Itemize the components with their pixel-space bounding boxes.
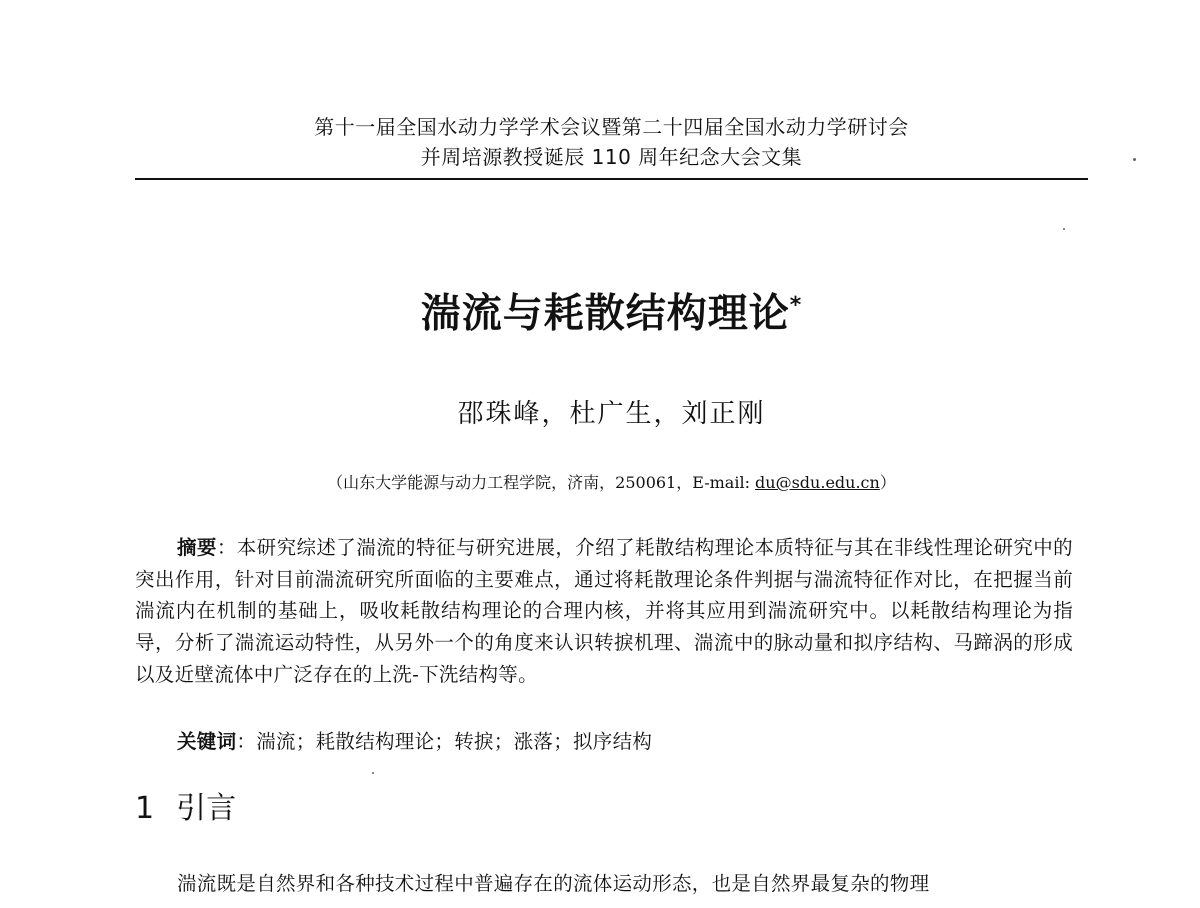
affiliation bbox=[135, 470, 1088, 496]
keywords-label: 关键词 bbox=[177, 730, 237, 753]
proceedings-header bbox=[135, 112, 1088, 172]
scan-speck bbox=[372, 772, 374, 774]
author-list: 邵珠峰，杜广生，刘正刚 bbox=[457, 399, 766, 429]
scan-speck bbox=[1133, 158, 1136, 161]
abstract-text: ：本研究综述了湍流的特征与研究进展，介绍了耗散结构理论本质特征与其在非线性理论研究中的突出作用，针对目前湍流研究所面临的主要难点，通过将耗散理论条件判据与湍流特征作对比，在把握当前湍流内在机制的基础上，吸收耗散结构理论的合理内核，并将其应用到湍流研究中。以耗散结构理论为指导，分析了湍流运动特性，从另外一个的角度来认识转捩机理、湍流中的脉动量和拟序结构、马蹄涡的形成以及近壁流体中广泛存在的上洗-下洗结构等。 bbox=[135, 536, 1073, 686]
proceedings-header-line-1: 第十一届全国水动力学学术会议暨第二十四届全国水动力学研讨会 bbox=[314, 115, 909, 139]
paper-title-text: 湍流与耗散结构理论 bbox=[420, 290, 790, 337]
affiliation-prefix: （山东大学能源与动力工程学院，济南，250061，E-mail: bbox=[327, 473, 756, 492]
section-number: 1 bbox=[135, 791, 155, 826]
abstract-label: 摘要 bbox=[177, 536, 217, 559]
intro-paragraph: 湍流既是自然界和各种技术过程中普遍存在的流体运动形态，也是自然界最复杂的物理 bbox=[177, 872, 930, 895]
abstract-paragraph bbox=[135, 532, 1073, 691]
keywords-text: ：湍流；耗散结构理论；转捩；涨落；拟序结构 bbox=[236, 730, 653, 753]
affiliation-suffix: ） bbox=[879, 473, 896, 492]
scan-speck bbox=[1063, 228, 1065, 230]
keywords-line bbox=[177, 726, 1077, 758]
header-rule bbox=[135, 178, 1088, 180]
author-email-link[interactable]: du@sdu.edu.cn bbox=[755, 473, 880, 492]
section-title: 引言 bbox=[176, 791, 237, 826]
proceedings-header-line-2: 并周培源教授诞辰 110 周年纪念大会文集 bbox=[420, 145, 803, 169]
section-heading-introduction bbox=[135, 788, 236, 830]
paper-title bbox=[135, 278, 1088, 341]
title-footnote-mark: * bbox=[789, 293, 803, 318]
